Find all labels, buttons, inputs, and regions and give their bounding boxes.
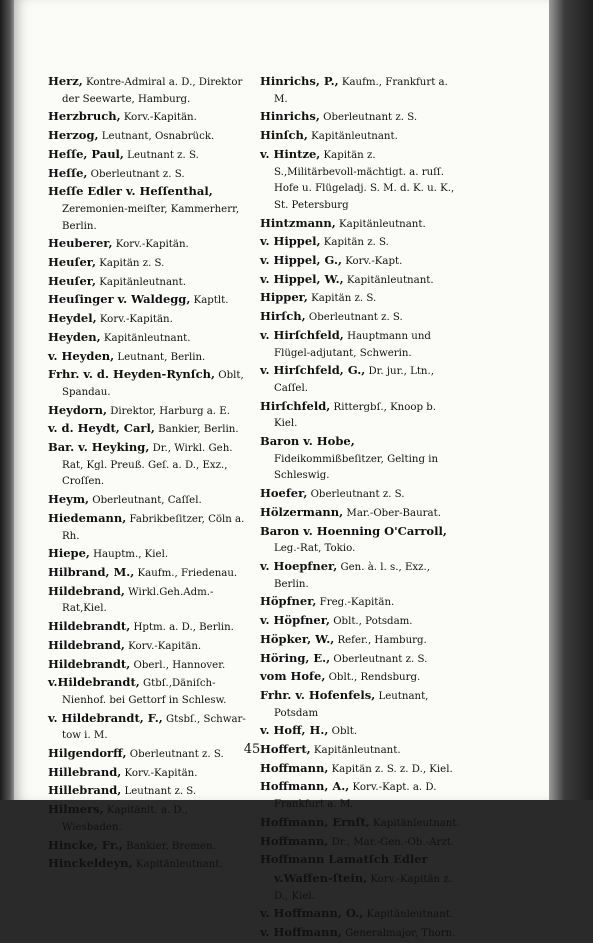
entry-details: Bankier, Bremen. [122,840,216,852]
entry-details: Kapitänleutnant. [335,218,426,230]
entry-details: Rittergbſ., Knoop b. Kiel. [274,401,437,430]
entry-name: v. Hirſchfeld, G., [260,363,366,378]
page-number: 45 [243,742,261,757]
entry-details: Refer., Hamburg. [334,634,427,646]
entry-name: Baron v. Hoenning O'Carroll, [260,523,447,538]
entry-details: Kaufm., Frankfurt a. M. [274,77,448,105]
entry-details: Oberleutnant z. S. [319,112,418,124]
entry-name: Höring, E., [260,650,331,665]
entry-name: Heuſer, [48,273,97,288]
entry-name: v. Hippel, G., [260,253,342,268]
entry-name: v.Hildebrandt, [48,675,140,690]
entry-name: Hildebrandt, [48,619,131,634]
directory-entry [260,722,460,741]
entry-name: Heyden, [48,329,101,344]
entry-name: Hiedemann, [48,510,127,525]
entry-name: Hildebrand, [48,583,125,598]
entry-name: Hoffmann, [260,760,329,775]
directory-entry [48,855,250,874]
entry-name: v. Hoffmann, [260,925,342,940]
directory-entry [48,235,250,254]
entry-name: Heym, [48,492,90,507]
directory-entry [48,254,250,273]
entry-name: Hinſch, [260,128,308,143]
entry-name: Heſſe, [48,165,88,180]
entry-details: Oberleutnant z. S. [307,489,405,501]
entry-name: Frhr. v. Hofenfels, [260,687,376,702]
entry-name: v. Heyden, [48,348,115,363]
directory-entry [48,545,250,564]
entry-details: Hauptm., Kiel. [89,549,169,561]
entry-details: Leutnant, Osnabrück. [98,131,215,143]
entry-name: Frhr. v. d. Heyden-Rynſch, [48,367,216,382]
entry-details: Kapitänleutnant. [363,909,454,921]
directory-entry [260,327,460,362]
directory-entry [48,108,250,127]
directory-entry [260,523,460,558]
entry-details: Kaptlt. [190,295,229,307]
entry-name: v. Hildebrandt, F., [48,710,163,725]
entry-details: Korv.-Kapitän z. D., Kiel. [274,873,452,902]
entry-details: Mar.-Ober-Baurat. [343,507,441,519]
entry-name: Hincke, Fr., [48,837,123,852]
entry-name: Hinrichs, P., [260,74,339,88]
entry-name: Baron v. Hobe, [260,434,355,449]
entry-details: Kapitän z. S.,Militärbevoll-mächtigt. a. ruſſ. Hofe u. Flügeladj. S. M. d. K. u. K., St. Petersburg [274,149,455,211]
entry-name: Hilbrand, M., [48,564,135,579]
directory-entry [260,558,460,593]
directory-entry [260,778,460,813]
directory-entry [260,108,460,127]
directory-entry [48,348,250,367]
entry-details: Korv.-Kapitän. [121,767,198,779]
entry-name: v. Höpfner, [260,613,330,628]
directory-entry [48,583,250,618]
entry-name: v. Hirſchfeld, [260,327,344,342]
directory-entry [48,183,250,235]
directory-entry [260,612,460,631]
entry-name: Hiepe, [48,546,90,561]
entry-details: Korv.-Kapitän. [120,112,197,124]
directory-entry [260,433,460,485]
entry-name: Hillebrand, [48,783,122,798]
entry-name: Hilgendorff, [48,746,127,761]
entry-name: Heſſe, Paul, [48,146,124,161]
entry-name: Hirſchfeld, [260,398,331,413]
entry-details: Kapitänlt. a. D., Wiesbaden. [62,805,188,833]
directory-entry [260,851,460,905]
entry-name: Herz, [48,74,83,88]
entry-details: Oblt, Spandau. [62,370,244,398]
entry-name: Bar. v. Heyking, [48,440,150,455]
directory-entry [48,310,250,329]
directory-entry [260,687,460,722]
entry-details: Leutnant z. S. [121,786,197,798]
directory-entry [48,564,250,583]
entry-details: Korv.-Kapt. [341,256,403,268]
directory-entry [260,741,460,760]
entry-details: Kontre-Admiral a. D., Direktor der Seewarte, Hamburg. [62,77,243,105]
directory-entry [48,273,250,292]
entry-details: Oblt. [328,726,358,738]
directory-entry [48,291,250,310]
entry-details: Kapitänleutnant. [369,817,460,829]
directory-entry [48,73,250,108]
entry-details: Hauptmann und Flügel-adjutant, Schwerin. [274,330,431,359]
entry-details: Wirkl.Geh.Adm.-Rat,Kiel. [62,586,214,615]
entry-details: Oberleutnant z. S. [330,653,428,665]
directory-entry [48,366,250,401]
directory-entry [260,760,460,779]
entry-details: Leutnant z. S. [123,149,199,161]
book-gutter [0,0,14,800]
entry-name: v. Hippel, W., [260,271,344,286]
entry-details: Korv.-Kapitän. [124,640,202,652]
left-column [48,73,250,874]
entry-details: Kapitän z. S. z. D., Kiel. [328,763,453,775]
entry-details: Fideikommißbeſitzer, Gelting in Schleswig. [274,453,439,482]
directory-entry [260,271,460,290]
directory-entry [260,924,460,943]
directory-entry [48,329,250,348]
entry-name: Hildebrandt, [48,656,131,671]
directory-entry [48,510,250,545]
entry-details: Kaufm., Friedenau. [134,567,238,579]
entry-details: Oblt., Rendsburg. [325,672,421,684]
entry-details: Bankier, Berlin. [154,424,239,436]
entry-details: Leutnant, Potsdam [274,690,429,719]
entry-name: Heydorn, [48,402,107,417]
entry-name: v. Hippel, [260,234,321,249]
entry-details: Hptm. a. D., Berlin. [130,622,234,634]
entry-details: Freg.-Kapitän. [316,597,395,609]
directory-entry [48,710,250,745]
directory-entry [48,420,250,439]
entry-details: Kapitänleutnant. [343,274,434,286]
entry-details: Leutnant, Berlin. [114,351,206,363]
entry-name: v. Hoff, H., [260,723,329,738]
directory-entry [260,146,460,215]
entry-name: Herzbruch, [48,109,121,124]
directory-entry [260,668,460,687]
directory-entry [260,73,460,108]
directory-entry [260,398,460,433]
entry-details: Zeremonien-meiſter, Kammerherr, Berlin. [62,203,240,232]
directory-entry [48,491,250,510]
entry-name: Hoffmann, [260,833,329,848]
directory-entry [48,618,250,637]
entry-details: Dr., Wirkl. Geh. Rat, Kgl. Preuß. Geſ. a. D., Exz., Croſſen. [62,443,233,488]
entry-details: Korv.-Kapt. a. D. Frankfurt a. M. [274,782,437,811]
entry-details: Oberleutnant, Caſſel. [89,495,202,507]
directory-entry [48,439,250,491]
entry-details: Generalmajor, Thorn. [341,928,456,940]
entry-name: Hirſch, [260,309,306,324]
directory-entry [260,650,460,669]
entry-details: Oberleutnant z. S. [126,749,224,761]
entry-details: Korv.-Kapitän. [96,314,173,326]
entry-name: Hoffmann, A., [260,779,350,794]
directory-entry [260,362,460,397]
entry-name: Hildebrand, [48,637,125,652]
directory-entry [260,215,460,234]
entry-name: Heſſe Edler v. Heſſenthal, [48,184,213,199]
entry-name: Hillebrand, [48,764,122,779]
entry-name: Hipper, [260,290,308,305]
entry-name: Hilmers, [48,802,104,817]
entry-name: Heydel, [48,311,97,326]
entry-details: Kapitänleutnant. [307,131,398,143]
entry-details: Gtbſ.,Däniſch-Nienhof. bei Gettorf in Schlesw. [62,678,227,706]
directory-entry [260,252,460,271]
entry-details: Kapitänleutnant. [96,276,186,288]
directory-entry [260,631,460,650]
directory-entry [48,801,250,836]
directory-entry [48,764,250,783]
directory-entry [48,146,250,165]
entry-name: Höpfner, [260,594,317,609]
directory-entry [48,127,250,146]
entry-name: Hoffmann, Ernſt, [260,814,370,829]
entry-name: Hoffert, [260,742,311,757]
entry-name: v. d. Heydt, Carl, [48,421,155,436]
entry-details: Oberleutnant z. S. [305,312,403,324]
directory-entry [260,593,460,612]
right-column [260,73,460,943]
directory-entry [260,504,460,523]
entry-name: Hoefer, [260,486,308,501]
entry-details: Kapitänleutnant. [310,745,401,757]
entry-details: Dr., Mar.-Gen.-Ob.-Arzt. [328,836,455,848]
entry-details: Kapitän z. S. [307,293,377,305]
entry-details: Kapitänleutnant. [132,859,223,871]
entry-name: v. Hintze, [260,146,321,161]
directory-entry [48,656,250,675]
directory-entry [260,289,460,308]
entry-name: Herzog, [48,128,99,143]
entry-name: Hinckeldeyn, [48,856,133,871]
entry-name: v. Hoffmann, O., [260,906,364,921]
entry-name: Hoffmann Lamatſch Edler v.Waffen-ſtein, [260,852,428,885]
entry-name: vom Hofe, [260,669,326,684]
directory-entry [48,674,250,709]
entry-details: Direktor, Harburg a. E. [107,405,230,417]
entry-details: Fabrikbeſitzer, Cöln a. Rh. [62,513,245,542]
entry-details: Leg.-Rat, Tokio. [274,543,356,555]
entry-details: Oberleutnant z. S. [87,168,185,180]
entry-name: Heuſer, [48,255,97,270]
entry-details: Gen. à. l. s., Exz., Berlin. [274,561,430,590]
entry-name: Höpker, W., [260,631,335,646]
directory-entry [48,165,250,184]
entry-details: Kapitän z. S. [320,237,389,249]
entry-name: Heuberer, [48,236,113,251]
directory-entry [260,308,460,327]
directory-entry [260,905,460,924]
directory-entry [48,782,250,801]
directory-entry [48,745,250,764]
entry-name: Heuſinger v. Waldegg, [48,292,191,307]
entry-details: Dr. jur., Ltn., Caſſel. [274,366,434,394]
directory-entry [260,127,460,146]
directory-entry [48,402,250,421]
entry-name: Hölzermann, [260,504,344,519]
entry-details: Korv.-Kapitän. [112,239,189,251]
directory-entry [260,485,460,504]
entry-name: Hintzmann, [260,215,336,230]
directory-entry [260,233,460,252]
entry-name: Hinrichs, [260,109,320,124]
entry-details: Kapitän z. S. [96,258,165,270]
directory-entry [48,637,250,656]
directory-entry [48,837,250,856]
entry-details: Oberl., Hannover. [130,659,226,671]
directory-entry [260,814,460,833]
entry-name: v. Hoepfner, [260,558,338,573]
directory-entry [260,833,460,852]
page-edge [549,0,593,800]
entry-details: Gtsbſ., Schwar-tow i. M. [62,713,246,742]
entry-details: Oblt., Potsdam. [329,616,413,628]
entry-details: Kapitänleutnant. [100,332,191,344]
